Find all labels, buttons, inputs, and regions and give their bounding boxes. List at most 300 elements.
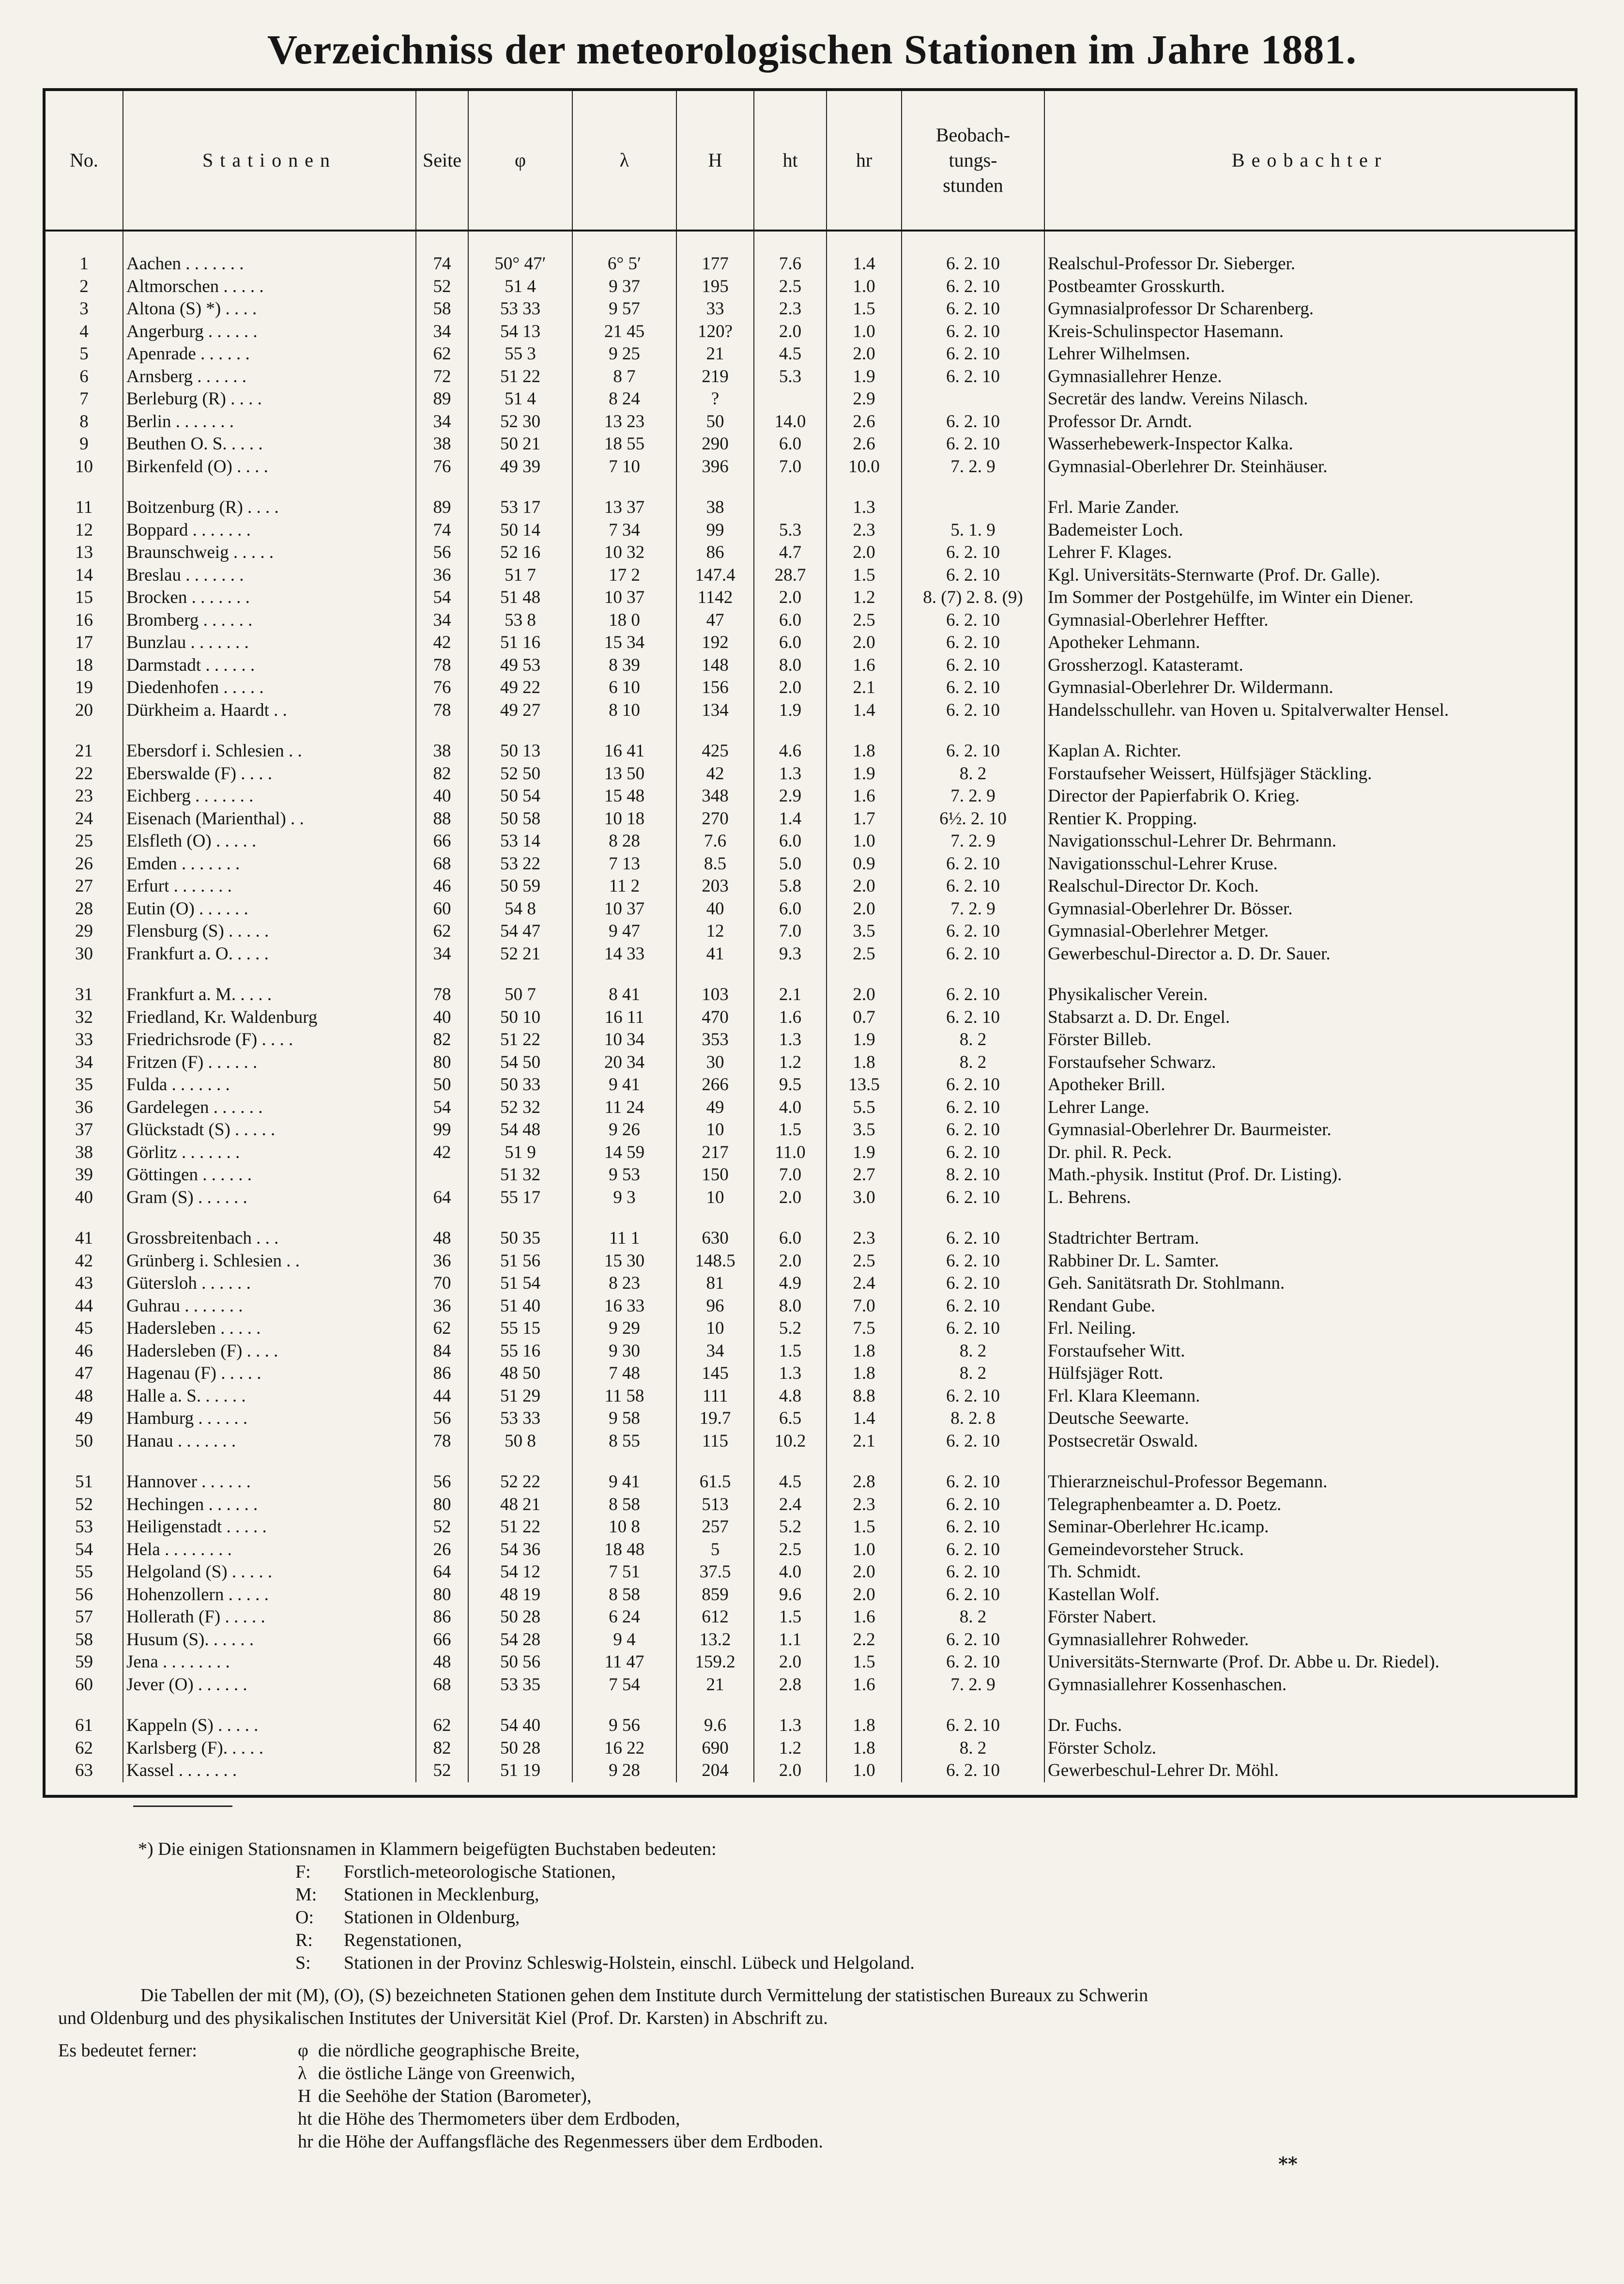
row-rain-gauge-height: 2.1	[827, 677, 902, 699]
row-number: 21	[75, 741, 93, 761]
row-number: 19	[75, 678, 93, 698]
abbreviation-item	[298, 2039, 823, 2062]
row-observation-hours: 6. 2. 10	[902, 1494, 1044, 1516]
table-row	[46, 920, 1575, 943]
row-thermometer-height	[754, 478, 827, 519]
row-height: 147.4	[676, 564, 754, 587]
station-name: Hollerath (F) . . . . .	[123, 1606, 416, 1629]
row-longitude: 6° 5′	[572, 231, 676, 276]
table-row	[46, 1674, 1575, 1697]
row-observer: Gymnasial-Oberlehrer Dr. Baurmeister.	[1044, 1119, 1575, 1142]
row-observer: Postsecretär Oswald.	[1044, 1430, 1575, 1453]
row-longitude: 11 1	[572, 1209, 676, 1250]
row-latitude: 50 54	[468, 785, 572, 808]
row-thermometer-height: 6.0	[754, 898, 827, 921]
station-name: Hannover . . . . . .	[123, 1452, 416, 1494]
row-observer: Hülfsjäger Rott.	[1044, 1362, 1575, 1385]
row-latitude: 50 58	[468, 808, 572, 831]
row-latitude: 53 8	[468, 609, 572, 632]
row-rain-gauge-height: 1.0	[827, 321, 902, 343]
row-rain-gauge-height: 1.8	[827, 1696, 902, 1737]
legend-text: Stationen in Oldenburg,	[344, 1907, 520, 1928]
row-latitude: 53 14	[468, 830, 572, 853]
header-stationen: Stationen	[123, 91, 416, 231]
row-observer: Dr. phil. R. Peck.	[1044, 1142, 1575, 1164]
row-rain-gauge-height: 1.9	[827, 763, 902, 786]
row-observation-hours: 6. 2. 10	[902, 1629, 1044, 1651]
row-observation-hours: 8. 2	[902, 1362, 1044, 1385]
row-latitude: 50 10	[468, 1006, 572, 1029]
station-name: Breslau . . . . . . .	[123, 564, 416, 587]
row-height: 690	[676, 1737, 754, 1760]
row-longitude: 9 4	[572, 1629, 676, 1651]
row-rain-gauge-height: 8.8	[827, 1385, 902, 1408]
row-latitude: 50 35	[468, 1209, 572, 1250]
row-number: 46	[75, 1341, 93, 1361]
row-latitude: 53 22	[468, 853, 572, 876]
row-thermometer-height: 1.6	[754, 1006, 827, 1029]
legend-item	[58, 1952, 1559, 1975]
row-number: 27	[75, 876, 93, 896]
row-seite: 34	[416, 411, 468, 433]
row-observation-hours: 6. 2. 10	[902, 920, 1044, 943]
row-observer: Kaplan A. Richter.	[1044, 722, 1575, 763]
row-height: 50	[676, 411, 754, 433]
row-observation-hours: 6. 2. 10	[902, 1430, 1044, 1453]
row-height: 7.6	[676, 830, 754, 853]
row-seite: 58	[416, 298, 468, 321]
row-thermometer-height: 4.5	[754, 343, 827, 366]
row-height: 13.2	[676, 1629, 754, 1651]
row-latitude: 55 15	[468, 1317, 572, 1340]
row-rain-gauge-height: 1.0	[827, 1759, 902, 1782]
row-number: 60	[75, 1674, 93, 1695]
row-longitude: 9 3	[572, 1187, 676, 1209]
row-seite: 86	[416, 1606, 468, 1629]
abbreviation-intro: Es bedeutet ferner:	[58, 2040, 197, 2061]
table-row	[46, 1250, 1575, 1273]
row-number: 37	[75, 1120, 93, 1140]
row-latitude: 51 4	[468, 388, 572, 411]
abbreviation-text: die Seehöhe der Station (Barometer),	[318, 2086, 592, 2106]
row-thermometer-height: 4.0	[754, 1096, 827, 1119]
row-seite: 36	[416, 564, 468, 587]
row-height: 148	[676, 654, 754, 677]
row-number: 50	[75, 1431, 93, 1451]
row-observer: Handelsschullehr. van Hoven u. Spitalverwalter Hensel.	[1044, 699, 1575, 722]
table-row	[46, 785, 1575, 808]
row-observer: Apotheker Lehmann.	[1044, 632, 1575, 654]
row-latitude: 55 17	[468, 1187, 572, 1209]
row-seite: 54	[416, 586, 468, 609]
row-rain-gauge-height: 2.8	[827, 1452, 902, 1494]
row-number: 17	[75, 633, 93, 653]
row-number: 52	[75, 1494, 93, 1514]
table-row	[46, 1187, 1575, 1209]
row-observation-hours: 6. 2. 10	[902, 343, 1044, 366]
row-number: 53	[75, 1517, 93, 1537]
row-thermometer-height	[754, 388, 827, 411]
row-observation-hours: 6. 2. 10	[902, 1250, 1044, 1273]
row-rain-gauge-height: 1.6	[827, 1674, 902, 1697]
row-latitude: 50 8	[468, 1430, 572, 1453]
row-thermometer-height: 4.6	[754, 722, 827, 763]
row-seite: 36	[416, 1250, 468, 1273]
table-row	[46, 298, 1575, 321]
row-seite: 76	[416, 456, 468, 478]
row-latitude: 50 59	[468, 875, 572, 898]
table-row	[46, 411, 1575, 433]
station-name: Gram (S) . . . . . .	[123, 1187, 416, 1209]
row-observer: Rabbiner Dr. L. Samter.	[1044, 1250, 1575, 1273]
table-row	[46, 965, 1575, 1006]
legend-item	[58, 1906, 1559, 1929]
row-latitude: 51 9	[468, 1142, 572, 1164]
row-observation-hours: 8. 2. 10	[902, 1164, 1044, 1187]
row-height: 290	[676, 433, 754, 456]
row-seite: 38	[416, 722, 468, 763]
row-thermometer-height: 2.0	[754, 1651, 827, 1674]
legend-key: O:	[295, 1907, 314, 1928]
row-thermometer-height: 4.5	[754, 1452, 827, 1494]
row-observer: Gymnasiallehrer Rohweder.	[1044, 1629, 1575, 1651]
row-number: 5	[79, 344, 89, 364]
row-thermometer-height: 2.0	[754, 1759, 827, 1782]
row-seite: 99	[416, 1119, 468, 1142]
row-latitude: 48 19	[468, 1584, 572, 1606]
row-seite: 42	[416, 632, 468, 654]
row-number: 15	[75, 587, 93, 608]
row-rain-gauge-height: 1.9	[827, 1029, 902, 1051]
table-row	[46, 1029, 1575, 1051]
row-rain-gauge-height: 1.0	[827, 830, 902, 853]
row-height: 86	[676, 541, 754, 564]
row-number: 43	[75, 1273, 93, 1294]
row-observation-hours: 6. 2. 10	[902, 1187, 1044, 1209]
row-observer: Postbeamter Grosskurth.	[1044, 276, 1575, 298]
row-observation-hours: 7. 2. 9	[902, 830, 1044, 853]
row-longitude: 9 25	[572, 343, 676, 366]
row-latitude: 50° 47′	[468, 231, 572, 276]
row-rain-gauge-height: 2.5	[827, 943, 902, 966]
row-observer: Navigationsschul-Lehrer Kruse.	[1044, 853, 1575, 876]
row-rain-gauge-height: 2.3	[827, 519, 902, 542]
row-rain-gauge-height: 3.5	[827, 1119, 902, 1142]
row-number: 26	[75, 853, 93, 874]
row-rain-gauge-height: 1.5	[827, 564, 902, 587]
row-longitude: 11 2	[572, 875, 676, 898]
row-height: 270	[676, 808, 754, 831]
row-number: 18	[75, 655, 93, 675]
table-row	[46, 519, 1575, 542]
abbreviation-block	[58, 2039, 1559, 2153]
table-row	[46, 808, 1575, 831]
row-rain-gauge-height: 1.5	[827, 298, 902, 321]
station-name: Frankfurt a. M. . . . .	[123, 965, 416, 1006]
row-thermometer-height: 2.0	[754, 1250, 827, 1273]
row-seite: 84	[416, 1340, 468, 1363]
row-observation-hours: 6. 2. 10	[902, 564, 1044, 587]
row-observation-hours: 8. 2	[902, 1737, 1044, 1760]
station-name: Kassel . . . . . . .	[123, 1759, 416, 1782]
row-number: 38	[75, 1142, 93, 1162]
row-rain-gauge-height: 1.8	[827, 1340, 902, 1363]
row-longitude: 21 45	[572, 321, 676, 343]
row-longitude: 11 47	[572, 1651, 676, 1674]
row-observer: Lehrer F. Klages.	[1044, 541, 1575, 564]
row-observer: Frl. Neiling.	[1044, 1317, 1575, 1340]
row-number: 9	[79, 434, 89, 454]
row-thermometer-height: 6.0	[754, 609, 827, 632]
row-observer: Förster Nabert.	[1044, 1606, 1575, 1629]
row-seite: 88	[416, 808, 468, 831]
row-number: 59	[75, 1652, 93, 1672]
row-observation-hours	[902, 478, 1044, 519]
row-seite: 62	[416, 343, 468, 366]
table-row	[46, 1452, 1575, 1494]
row-height: 204	[676, 1759, 754, 1782]
row-observation-hours: 6. 2. 10	[902, 1295, 1044, 1318]
row-observation-hours: 7. 2. 9	[902, 1674, 1044, 1697]
row-height: 353	[676, 1029, 754, 1051]
row-longitude: 16 33	[572, 1295, 676, 1318]
row-height: 195	[676, 276, 754, 298]
header-row	[46, 91, 1575, 231]
abbreviation-symbol: λ	[298, 2063, 307, 2083]
station-name: Altona (S) *) . . . .	[123, 298, 416, 321]
row-rain-gauge-height: 2.0	[827, 1584, 902, 1606]
row-observer: Gemeindevorsteher Struck.	[1044, 1539, 1575, 1561]
row-thermometer-height: 1.5	[754, 1119, 827, 1142]
row-thermometer-height: 2.0	[754, 1187, 827, 1209]
row-thermometer-height: 5.2	[754, 1317, 827, 1340]
row-number: 2	[79, 276, 89, 296]
row-observer: Gymnasial-Oberlehrer Dr. Steinhäuser.	[1044, 456, 1575, 478]
row-rain-gauge-height: 1.8	[827, 722, 902, 763]
row-latitude: 51 7	[468, 564, 572, 587]
row-latitude: 54 47	[468, 920, 572, 943]
row-thermometer-height: 2.8	[754, 1674, 827, 1697]
header-beobachtungsstunden	[902, 91, 1044, 231]
row-rain-gauge-height: 2.7	[827, 1164, 902, 1187]
row-longitude: 14 59	[572, 1142, 676, 1164]
row-observation-hours: 6. 2. 10	[902, 965, 1044, 1006]
row-rain-gauge-height: 1.4	[827, 1407, 902, 1430]
station-name: Görlitz . . . . . . .	[123, 1142, 416, 1164]
row-longitude: 8 24	[572, 388, 676, 411]
table-row	[46, 1737, 1575, 1760]
row-rain-gauge-height: 2.3	[827, 1494, 902, 1516]
legend-item	[58, 1883, 1559, 1906]
row-observer: Stadtrichter Bertram.	[1044, 1209, 1575, 1250]
row-latitude: 53 33	[468, 1407, 572, 1430]
row-rain-gauge-height: 2.2	[827, 1629, 902, 1651]
abbreviation-symbol: φ	[298, 2040, 308, 2061]
row-longitude: 8 7	[572, 366, 676, 388]
row-observation-hours: 6. 2. 10	[902, 298, 1044, 321]
row-thermometer-height: 5.3	[754, 519, 827, 542]
table-row	[46, 1362, 1575, 1385]
footnote-intro: *) Die einigen Stationsnamen in Klammern beigefügten Buchstaben bedeuten:	[138, 1839, 717, 1859]
row-latitude: 48 21	[468, 1494, 572, 1516]
row-latitude: 54 50	[468, 1051, 572, 1074]
row-observation-hours	[902, 388, 1044, 411]
row-thermometer-height: 1.9	[754, 699, 827, 722]
row-seite: 74	[416, 231, 468, 276]
row-number: 55	[75, 1562, 93, 1582]
row-seite: 76	[416, 677, 468, 699]
row-longitude: 7 54	[572, 1674, 676, 1697]
abbreviation-item	[298, 2062, 823, 2085]
row-seite: 62	[416, 1696, 468, 1737]
row-seite: 78	[416, 699, 468, 722]
row-rain-gauge-height: 2.4	[827, 1272, 902, 1295]
row-observer: Gymnasialprofessor Dr Scharenberg.	[1044, 298, 1575, 321]
table-row	[46, 830, 1575, 853]
row-longitude: 9 56	[572, 1696, 676, 1737]
row-observer: Realschul-Professor Dr. Sieberger.	[1044, 231, 1575, 276]
abbreviation-symbol: hr	[298, 2131, 313, 2152]
row-seite: 46	[416, 875, 468, 898]
footnotes	[58, 1838, 1559, 2153]
table-row	[46, 1385, 1575, 1408]
row-longitude: 9 53	[572, 1164, 676, 1187]
row-observer: Geh. Sanitätsrath Dr. Stohlmann.	[1044, 1272, 1575, 1295]
row-observer: Universitäts-Sternwarte (Prof. Dr. Abbe u. Dr. Riedel).	[1044, 1651, 1575, 1674]
row-height: 10	[676, 1187, 754, 1209]
row-seite: 89	[416, 478, 468, 519]
station-name: Grossbreitenbach . . .	[123, 1209, 416, 1250]
row-seite: 78	[416, 965, 468, 1006]
station-name: Erfurt . . . . . . .	[123, 875, 416, 898]
row-seite: 34	[416, 943, 468, 966]
row-longitude: 10 37	[572, 586, 676, 609]
row-observer: Rendant Gube.	[1044, 1295, 1575, 1318]
row-latitude: 51 19	[468, 1759, 572, 1782]
row-observer: Forstaufseher Witt.	[1044, 1340, 1575, 1363]
row-longitude: 7 51	[572, 1561, 676, 1584]
header-beob-line1: Beobach-	[935, 124, 1011, 146]
row-height: 34	[676, 1340, 754, 1363]
row-longitude: 8 10	[572, 699, 676, 722]
row-height: 21	[676, 343, 754, 366]
station-name: Guhrau . . . . . . .	[123, 1295, 416, 1318]
table-row	[46, 1407, 1575, 1430]
station-name: Boitzenburg (R) . . . .	[123, 478, 416, 519]
row-latitude: 54 8	[468, 898, 572, 921]
table-row	[46, 1584, 1575, 1606]
row-thermometer-height: 1.1	[754, 1629, 827, 1651]
row-rain-gauge-height: 2.0	[827, 875, 902, 898]
row-rain-gauge-height: 7.0	[827, 1295, 902, 1318]
row-height: 203	[676, 875, 754, 898]
row-longitude: 18 55	[572, 433, 676, 456]
row-thermometer-height: 4.9	[754, 1272, 827, 1295]
row-height: 61.5	[676, 1452, 754, 1494]
table-row	[46, 1539, 1575, 1561]
row-thermometer-height: 11.0	[754, 1142, 827, 1164]
row-longitude: 18 0	[572, 609, 676, 632]
row-number: 24	[75, 808, 93, 829]
row-seite: 60	[416, 898, 468, 921]
row-longitude: 11 58	[572, 1385, 676, 1408]
station-name: Kappeln (S) . . . . .	[123, 1696, 416, 1737]
row-observation-hours: 6. 2. 10	[902, 1516, 1044, 1539]
row-thermometer-height: 1.3	[754, 1696, 827, 1737]
row-height: 266	[676, 1074, 754, 1096]
row-longitude: 17 2	[572, 564, 676, 587]
row-observation-hours: 6. 2. 10	[902, 1074, 1044, 1096]
row-thermometer-height: 1.3	[754, 1029, 827, 1051]
row-thermometer-height: 14.0	[754, 411, 827, 433]
row-latitude: 52 50	[468, 763, 572, 786]
table-body	[46, 231, 1575, 1782]
station-name: Boppard . . . . . . .	[123, 519, 416, 542]
row-observer: Thierarzneischul-Professor Begemann.	[1044, 1452, 1575, 1494]
legend-key: R:	[295, 1930, 313, 1950]
row-seite: 78	[416, 654, 468, 677]
row-observer: Director der Papierfabrik O. Krieg.	[1044, 785, 1575, 808]
station-name: Heiligenstadt . . . . .	[123, 1516, 416, 1539]
row-seite: 26	[416, 1539, 468, 1561]
row-seite: 89	[416, 388, 468, 411]
station-name: Friedrichsrode (F) . . . .	[123, 1029, 416, 1051]
table-row	[46, 1651, 1575, 1674]
row-number: 29	[75, 921, 93, 941]
row-height: 470	[676, 1006, 754, 1029]
row-observation-hours: 6. 2. 10	[902, 1096, 1044, 1119]
row-longitude: 10 18	[572, 808, 676, 831]
row-height: 99	[676, 519, 754, 542]
row-observation-hours: 6. 2. 10	[902, 1317, 1044, 1340]
row-observer: Physikalischer Verein.	[1044, 965, 1575, 1006]
row-number: 42	[75, 1250, 93, 1271]
row-number: 62	[75, 1738, 93, 1758]
row-longitude: 8 39	[572, 654, 676, 677]
table-row	[46, 1272, 1575, 1295]
row-rain-gauge-height: 1.9	[827, 1142, 902, 1164]
row-height: 145	[676, 1362, 754, 1385]
row-number: 35	[75, 1075, 93, 1095]
table-row	[46, 1096, 1575, 1119]
row-number: 30	[75, 943, 93, 964]
footnote-rule	[133, 1806, 232, 1807]
row-height: 42	[676, 763, 754, 786]
station-name: Aachen . . . . . . .	[123, 231, 416, 276]
table-row	[46, 564, 1575, 587]
row-rain-gauge-height: 1.0	[827, 276, 902, 298]
row-observation-hours: 6. 2. 10	[902, 541, 1044, 564]
row-observation-hours: 6. 2. 10	[902, 1119, 1044, 1142]
row-number: 11	[75, 497, 93, 518]
station-name: Frankfurt a. O. . . . .	[123, 943, 416, 966]
table-row	[46, 1606, 1575, 1629]
station-name: Bunzlau . . . . . . .	[123, 632, 416, 654]
row-rain-gauge-height: 10.0	[827, 456, 902, 478]
row-observer: Frl. Marie Zander.	[1044, 478, 1575, 519]
row-longitude: 10 37	[572, 898, 676, 921]
row-thermometer-height: 8.0	[754, 654, 827, 677]
row-thermometer-height: 2.3	[754, 298, 827, 321]
row-height: 5	[676, 1539, 754, 1561]
row-seite: 42	[416, 1142, 468, 1164]
legend-key: F:	[295, 1862, 311, 1882]
station-name: Eberswalde (F) . . . .	[123, 763, 416, 786]
row-rain-gauge-height: 1.8	[827, 1737, 902, 1760]
station-name: Eichberg . . . . . . .	[123, 785, 416, 808]
station-name: Hohenzollern . . . . .	[123, 1584, 416, 1606]
table-row	[46, 456, 1575, 478]
